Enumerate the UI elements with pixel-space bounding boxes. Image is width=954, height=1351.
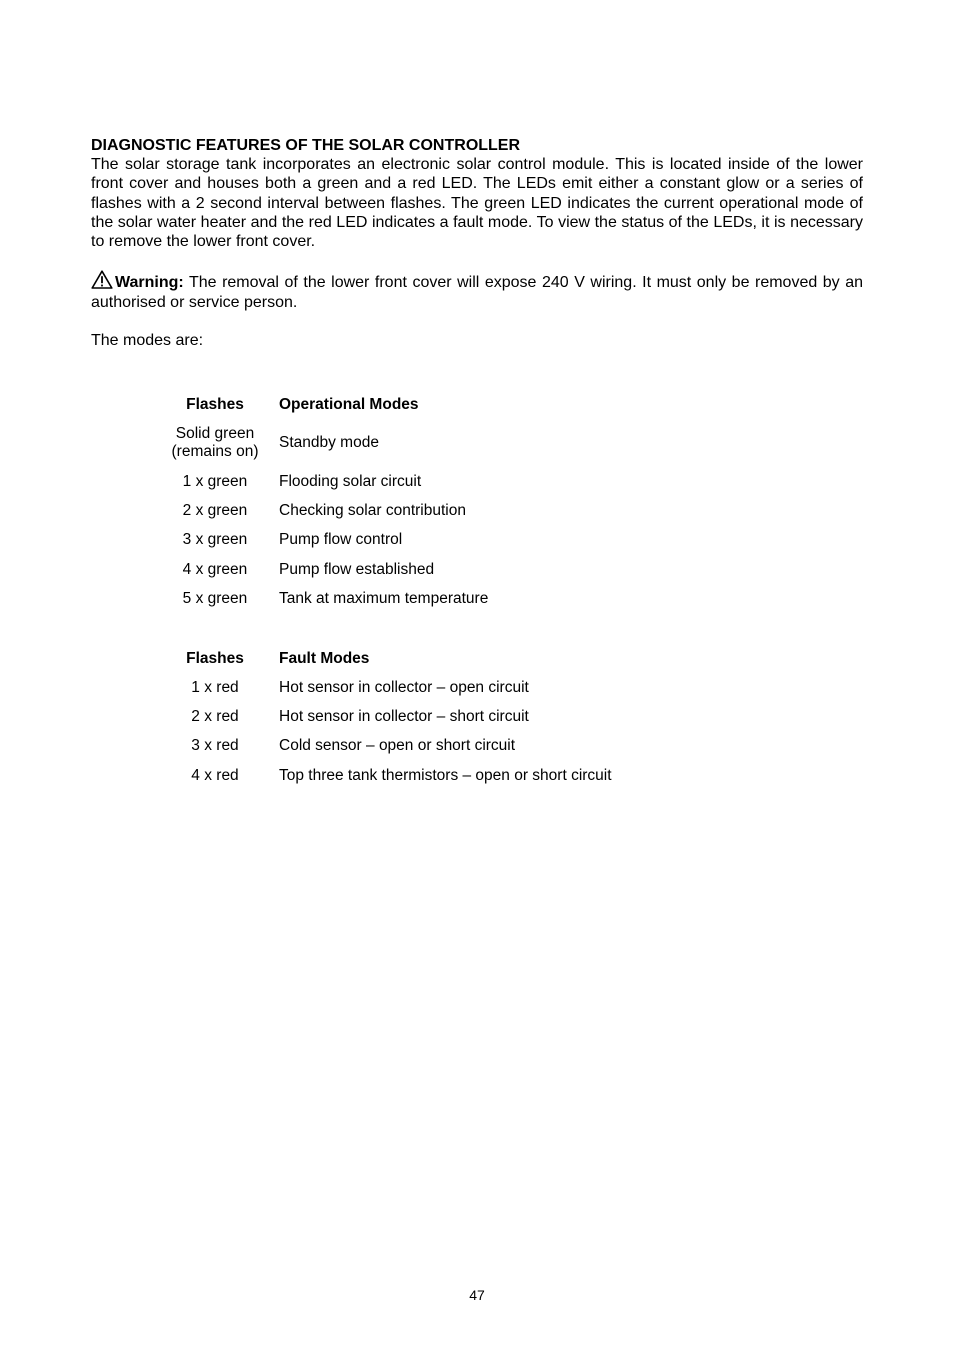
column-header-flashes: Flashes bbox=[186, 649, 244, 667]
document-body bbox=[91, 136, 863, 350]
mode-description: Hot sensor in collector – short circuit bbox=[279, 707, 529, 725]
section-heading: DIAGNOSTIC FEATURES OF THE SOLAR CONTROLLER bbox=[91, 137, 521, 154]
table-row bbox=[165, 732, 612, 761]
flash-pattern: 1 x green bbox=[182, 472, 248, 490]
flash-pattern: 3 x green bbox=[182, 531, 248, 549]
table-header-row bbox=[165, 390, 488, 419]
mode-description: Pump flow control bbox=[279, 531, 403, 549]
table-row bbox=[165, 555, 488, 584]
table-row bbox=[165, 584, 488, 613]
flash-pattern: 2 x green bbox=[182, 501, 248, 519]
flash-pattern: 2 x red bbox=[191, 707, 239, 725]
mode-description: Tank at maximum temperature bbox=[279, 589, 489, 607]
flash-pattern: 3 x red bbox=[191, 737, 239, 755]
table-row bbox=[165, 419, 488, 467]
column-header-fault-modes: Fault Modes bbox=[279, 649, 370, 667]
mode-description: Checking solar contribution bbox=[279, 501, 466, 519]
mode-description: Hot sensor in collector – open circuit bbox=[279, 678, 529, 696]
intro-paragraph: The solar storage tank incorporates an electronic solar control module. This is located inside of the lower front cover and houses both a green and a red LED. The LEDs emit either a constant glow or a series of flashes with a 2 second interval between flashes. The green LED indicates the current operational mode of the solar water heater and the red LED indicates a fault mode. To view the status of the LEDs, it is necessary to remove the lower front cover. bbox=[91, 156, 863, 251]
table-row bbox=[165, 761, 612, 790]
flash-pattern: 5 x green bbox=[182, 589, 248, 607]
table-header-row bbox=[165, 644, 612, 673]
fault-modes-table bbox=[165, 644, 612, 790]
table-row bbox=[165, 673, 612, 702]
table-row bbox=[165, 496, 488, 525]
column-header-operational-modes: Operational Modes bbox=[279, 395, 419, 413]
page-number: 47 bbox=[469, 1287, 485, 1303]
flash-pattern: 4 x red bbox=[191, 766, 239, 784]
warning-label: Warning: bbox=[115, 274, 184, 292]
flash-pattern: 4 x green bbox=[182, 560, 248, 578]
flash-pattern-text: Solid green (remains on) bbox=[171, 425, 259, 460]
warning-text: The removal of the lower front cover will expose 240 V wiring. It must only be removed by an authorised or service person. bbox=[91, 274, 863, 311]
table-row bbox=[165, 526, 488, 555]
mode-description: Standby mode bbox=[279, 434, 379, 451]
table-row bbox=[165, 702, 612, 731]
warning-paragraph bbox=[91, 270, 863, 312]
modes-intro: The modes are: bbox=[91, 332, 204, 350]
warning-triangle-icon bbox=[91, 270, 113, 289]
flash-pattern: 1 x red bbox=[191, 678, 239, 696]
mode-description: Pump flow established bbox=[279, 560, 435, 578]
flash-pattern bbox=[165, 419, 265, 467]
mode-description: Cold sensor – open or short circuit bbox=[279, 737, 516, 755]
column-header-flashes: Flashes bbox=[186, 395, 244, 413]
mode-description: Flooding solar circuit bbox=[279, 472, 422, 490]
mode-description: Top three tank thermistors – open or short circuit bbox=[279, 766, 612, 784]
operational-modes-table bbox=[165, 390, 488, 613]
table-row bbox=[165, 467, 488, 496]
